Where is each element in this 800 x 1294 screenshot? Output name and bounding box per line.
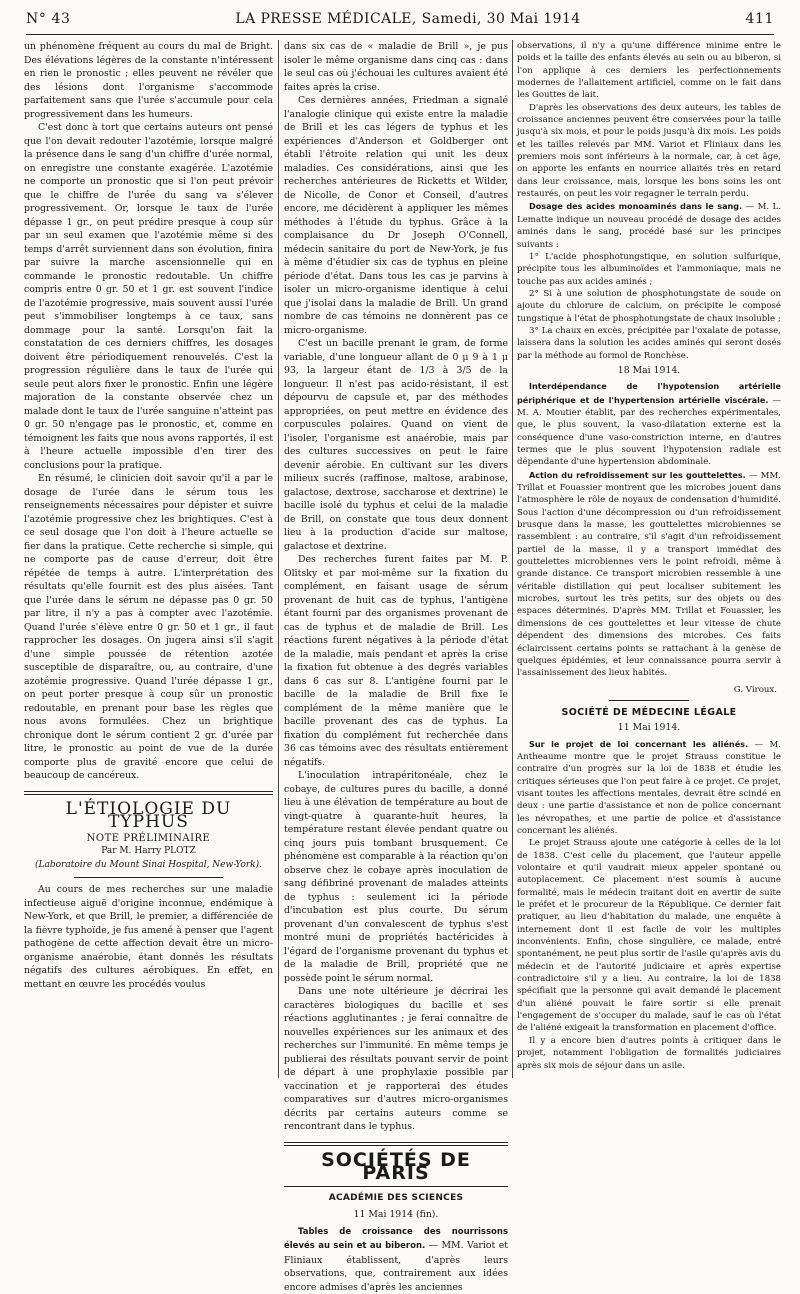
paragraph <box>517 738 781 838</box>
paragraph: C'est un bacille prenant le gram, de forme variable, d'une longueur allant de 0 μ 9 à 1 μ 93, la largeur étant de 1/3 à 3/5 de la longueur. Il n'est pas acido-résistant, il est dépourvu de capsule et, par des méthodes appropriées, on peut mettre en évidence des corpuscules polaires. Quand on vient de l'isoler, l'organisme est anaérobie, mais par des cultures successives on peut le faire devenir aérobie. En cultivant sur les divers milieux sucrés (raffinose, maltose, arabinose, galactose, dextrose, saccharose et dextrine) le bacille isolé du typhus et celui de la maladie de Brill, on constate que tous deux donnent lieu à la production d'acide sur maltose, galactose et dextrine. <box>284 337 508 553</box>
author-signature: G. Viroux. <box>517 684 777 696</box>
paper-text: — M. L. Lematte indique un nouveau procédé de dosage des acides aminés dans le sang, procédé basé sur les principes suivants : <box>517 202 781 249</box>
journal-title: LA PRESSE MÉDICALE, Samedi, 30 Mai 1914 <box>235 11 580 27</box>
section-divider <box>24 791 273 795</box>
article-affiliation: (Laboratoire du Mount Sinai Hospital, New-York). <box>24 859 273 873</box>
column-divider <box>278 40 279 1078</box>
paper-title: Sur le projet de loi concernant les aliénés. <box>529 739 748 749</box>
paragraph <box>284 1225 508 1294</box>
column-left <box>24 40 273 1080</box>
divider <box>74 877 223 878</box>
paragraph: Des recherches furent faites par M. P. Olitsky et par moi-même sur la fixation du complément, en faisant usage de sérum provenant de huit cas de typhus, l'antigène étant fourni par des organismes provenant de cas de typhus et de maladie de Brill. Les réactions furent négatives à la période d'état de la maladie, mais pendant et après la crise la fixation fut obtenue à des degrés variables dans 6 cas sur 8. L'antigène fourni par le bacille de la maladie de Brill fixe le complément de la même manière que le bacille provenant des cas de typhus. La fixation du complément fut recherchée dans 36 cas témoins avec des résultats entièrement négatifs. <box>284 553 508 769</box>
running-header <box>26 4 774 35</box>
paragraph: observations, il n'y a qu'une différence minime entre le poids et la taille des enfants élevés au sein ou au biberon, si l'on applique à ces derniers les perfectionnements modernes de l'allaitement artificiel, comme on le fait dans les Gouttes de lait. <box>517 40 781 102</box>
paragraph <box>517 200 781 250</box>
paragraph: Il y a encore bien d'autres points à critiquer dans le projet, notamment l'obligation de formalités judiciaires après six mois de séjour dans un asile. <box>517 1035 781 1072</box>
article-subtitle: NOTE PRÉLIMINAIRE <box>24 832 273 846</box>
paper-title: Tables de croissance des nourrissons élevés au sein et au biberon. <box>284 1227 508 1252</box>
paragraph: dans six cas de « maladie de Brill », je pus isoler le même organisme dans cinq cas : dans le seul cas où j'échouai les cultures avaient été faites après la crise. <box>284 40 508 94</box>
paper-title: Interdépendance de l'hypotension artérielle périphérique et de l'hypertension artérielle viscérale. <box>517 381 781 404</box>
page-number: 411 <box>745 11 774 27</box>
column-divider <box>512 40 513 1078</box>
article-title: L'ÉTIOLOGIE DU TYPHUS <box>24 803 273 830</box>
paragraph: 1° L'acide phosphotungstique, en solution sulfurique, précipite tous les albuminoïdes et l'ammoniaque, mais ne touche pas aux acides aminés ; <box>517 251 781 288</box>
paragraph: un phénomène fréquent au cours du mal de Bright. Des élévations légères de la constante n'intéressent en rien le pronostic ; elles peuvent ne révéler que des lésions dont l'organisme s'accommode parfaitement sans que l'urée s'accumule pour cela progressivement dans les humeurs. <box>24 40 273 121</box>
paper-text: — M. Antheaume montre que le projet Strauss constitue le contraire d'un progrès sur la loi de 1838 et étudie les critiques sérieuses que l'on peut faire à ce projet. Ce projet, visant toutes les affections mentales, devrait être scindé en deux : une partie d'assistance et non de police concernant les névropathes, et une partie de police et d'assistance concernant les aliénés. <box>517 740 781 836</box>
divider <box>284 1186 508 1187</box>
paragraph <box>517 469 781 680</box>
paper-title: Dosage des acides monoaminés dans le sang. <box>529 201 742 211</box>
section-heading: SOCIÉTÉS DE PARIS <box>284 1154 508 1181</box>
section-divider <box>284 1142 508 1146</box>
session-date: 11 Mai 1914. <box>517 722 781 734</box>
paragraph: Ces dernières années, Friedman a signalé l'analogie clinique qui existe entre la maladie de Brill et les cas légers de typhus et les expériences d'Anderson et Goldberger ont établi l'étroite relation qui unit les deux maladies. Ces considérations, ainsi que les recherches antérieures de Ricketts et Wilder, de Nicolle, de Conor et Conseil, d'autres encore, me décidèrent à appliquer les mêmes méthodes à l'étude du typhus. Grâce à la complaisance du Dr Joseph O'Connell, médecin sanitaire du port de New-York, je fus à même d'étudier six cas de typhus en pleine période d'état. Dans tous les cas je parvins à isoler un micro-organisme identique à celui que j'isolai dans la maladie de Brill. Un grand nombre de cas témoins ne donnèrent pas ce micro-organisme. <box>284 94 508 337</box>
paragraph: Au cours de mes recherches sur une maladie infectieuse aiguë d'origine inconnue, endémique à New-York, et que Brill, le premier, a différenciée de la fièvre typhoïde, je fus amené à penser que l'agent pathogène de cette affection devait être un micro-organisme anaérobie, étant donnés les résultats négatifs des cultures aérobiques. En effet, en mettant en œuvre les procédés voulus <box>24 883 273 991</box>
issue-number: N° 43 <box>26 11 71 27</box>
session-date: 18 Mai 1914. <box>517 365 781 377</box>
paragraph: D'après les observations des deux auteurs, les tables de croissance anciennes peuvent être conservées pour la taille jusqu'à six mois, et pour le poids jusqu'à dix mois. Les poids et les tailles relevés par MM. Variot et Fliniaux dans les premiers mois sont inférieurs à la normale, car, à cet âge, on apporte les enfants en nourrice allaités très en retard dans leur croissance, mais, lorsque les bons soins les ont restaurés, on peut les voir regagner le terrain perdu. <box>517 102 781 201</box>
society-name: SOCIÉTÉ DE MÉDECINE LÉGALE <box>517 707 781 719</box>
paragraph <box>517 380 781 468</box>
column-middle <box>284 40 508 1080</box>
paragraph: C'est donc à tort que certains auteurs ont pensé que l'on devait redouter l'azotémie, lorsque malgré la présence dans le sang d'un chiffre d'urée normal, on enregistre une constante exagérée. L'azotémie ne comporte un pronostic que si l'on peut prévoir que le chiffre de l'urée du sang va s'élever progressivement. Or, lorsque le taux de l'urée dépasse 1 gr., on peut prédire presque à coup sûr par un seul examen que l'azotémie même si des temps d'arrêt surviennent dans son évolution, finira par suivre la marche ascensionnelle qui en commande le pronostic redoutable. Un chiffre compris entre 0 gr. 50 et 1 gr. est souvent l'indice de l'azotémie progressive, mais souvent aussi l'urée peut s'immobiliser longtemps à ce taux, sans dommage pour la santé. Lorsqu'on fait la constatation de ces derniers chiffres, les dosages doivent être périodiquement renouvelés. C'est la progression régulière dans le taux de l'urée qui seule peut alors fixer le pronostic. Enfin une légère majoration de la constante observée chez un malade dont le taux de l'urée sanguine n'atteint pas 0 gr. 50 n'engage pas le pronostic, et, comme en témoignent les faits que nous avons rapportés, il est à l'heure actuelle impossible d'en tirer des conclusions pour la pratique. <box>24 121 273 472</box>
paragraph: 3° La chaux en excès, précipitée par l'oxalate de potasse, laissera dans la solution les acides aminés qui seront dosés par la méthode au formol de Ronchèse. <box>517 325 781 362</box>
society-name: ACADÉMIE DES SCIENCES <box>284 1192 508 1206</box>
paper-text: — MM. Variot et Fliniaux établissent, d'après leurs observations, que, contrairement aux idées encore admises d'après les anciennes <box>284 1240 508 1293</box>
paper-title: Action du refroidissement sur les gouttelettes. <box>529 470 746 480</box>
session-date: 11 Mai 1914 (fin). <box>284 1208 508 1222</box>
paragraph: 2° Si à une solution de phosphotungstate de soude on ajoute du chlorure de calcium, on précipite le composé tungstique à l'état de phosphotungstate de chaux insoluble ; <box>517 288 781 325</box>
article-byline: Par M. Harry PLOTZ <box>24 845 273 859</box>
paragraph: Le projet Strauss ajoute une catégorie à celles de la loi de 1838. C'est celle du placement, que l'auteur appelle volontaire et qu'il vaudrait mieux appeler spontané ou autoplacement. Ce placement n'est soumis à aucune formalité, mais le médecin traitant doit en avertir de suite le préfet et le procureur de la République. Ce dernier fait pratiquer, au lieu d'habitation du malade, une enquête à internement dont il est facile de voir les multiples inconvénients. Enfin, chose singulière, ce malade, entré spontanément, ne peut plus sortir de l'asile qu'après avis du médecin et de l'autorité judiciaire et après expertise contradictoire s'il y a lieu. Au contraire, la loi de 1838 spécifiait que la personne qui avait demandé le placement d'un aliéné pouvait le faire sortir si elle prenait l'engagement de s'occuper du malade, sauf le cas où l'état de l'aliéné exigeait la transformation en placement d'office. <box>517 837 781 1035</box>
column-right <box>517 40 781 1080</box>
paragraph: En résumé, le clinicien doit savoir qu'il a par le dosage de l'urée dans le sérum tous les renseignements nécessaires pour dépister et suivre l'azotémie progressive chez les brightiques. C'est à ce seul dosage que l'on doit à l'heure actuelle se fier dans la pratique. Cette recherche si simple, qui ne comporte pas de cause d'erreur, doit être répétée de temps à autre. L'interprétation des résultats qu'elle fournit est des plus aisées. Tant que l'urée dans le sérum ne dépasse pas 0 gr. 50 par litre, il n'y a pas à compter avec l'azotémie. Quand l'urée s'élève entre 0 gr. 50 et 1 gr., il faut rapprocher les dosages. On jugera ainsi s'il s'agit d'une simple poussée de rétention azotée susceptible de disparaître, ou, au contraire, d'une azotémie progressive. Quand l'urée dépasse 1 gr., on peut porter presque à coup sûr un pronostic redoutable, en prenant pour base les règles que nous avons formulées. Chez un brightique chronique dont le sérum contient 2 gr. d'urée par litre, le pronostic au point de vue de la durée comporte plus de gravité encore que celui de beaucoup de cancéreux. <box>24 472 273 783</box>
paper-text: — MM. Trillat et Fouassier montrent que les microbes jouent dans l'atmosphère le rôle de noyaux de condensation d'humidité. Sous l'action d'une décompression ou d'un refroidissement brusque dans la masse, les gouttelettes microbiennes se rassemblent : au contraire, s'il s'agit d'un refroidissement partiel de la masse, il y a transport immédiat des gouttelettes microbiennes vers le point refroidi, même à grande distance. Ce transport microbien ressemble à une véritable distillation qui peut localiser subitement les microbes, surtout les très petits, sur des objets ou des espaces déterminés. D'après MM. Trillat et Fouassier, les dimensions de ces gouttelettes et leur vitesse de chute dépendent des dimensions des microbes. Ces faits éclaircissent certains points se rattachant à la genèse de quelques épidémies, et leur connaissance pourra servir à l'assainissement des lieux habités. <box>517 471 781 679</box>
paragraph: L'inoculation intrapéritonéale, chez le cobaye, de cultures pures du bacille, a donné lieu à une élévation de température au bout de vingt-quatre à quarante-huit heures, la température restant élevée pendant quatre ou cinq jours puis tombant brusquement. Ce phénomène est comparable à la réaction qu'on observe chez le cobaye après inoculation de sang défibriné provenant de malades atteints de typhus : seulement ici la période d'incubation est plus courte. Du sérum provenant d'un convalescent de typhus s'est montré muni de propriétés bactéricides à l'égard de l'organisme provenant du typhus et de la maladie de Brill, propriété que ne possède point le sérum normal. <box>284 769 508 985</box>
paragraph: Dans une note ultérieure je décrirai les caractères biologiques du bacille et ses réactions agglutinantes ; je ferai connaître de nouvelles expériences sur les animaux et des recherches sur l'immunité. En même temps je publierai des résultats pouvant servir de point de départ à une prophylaxie possible par vaccination et je rapporterai des études comparatives sur d'autres micro-organismes décrits par certains auteurs comme se rencontrant dans le typhus. <box>284 985 508 1134</box>
paper-text: — M. A. Moutier établit, par des recherches expérimentales, que, le plus souvent, la vaso-dilatation externe est la conséquence d'une vaso-constriction interne, en d'autres termes que le plus souvent l'hypotension radiale est dépendante d'une hypertension abdominale. <box>517 396 781 468</box>
divider <box>609 700 688 701</box>
